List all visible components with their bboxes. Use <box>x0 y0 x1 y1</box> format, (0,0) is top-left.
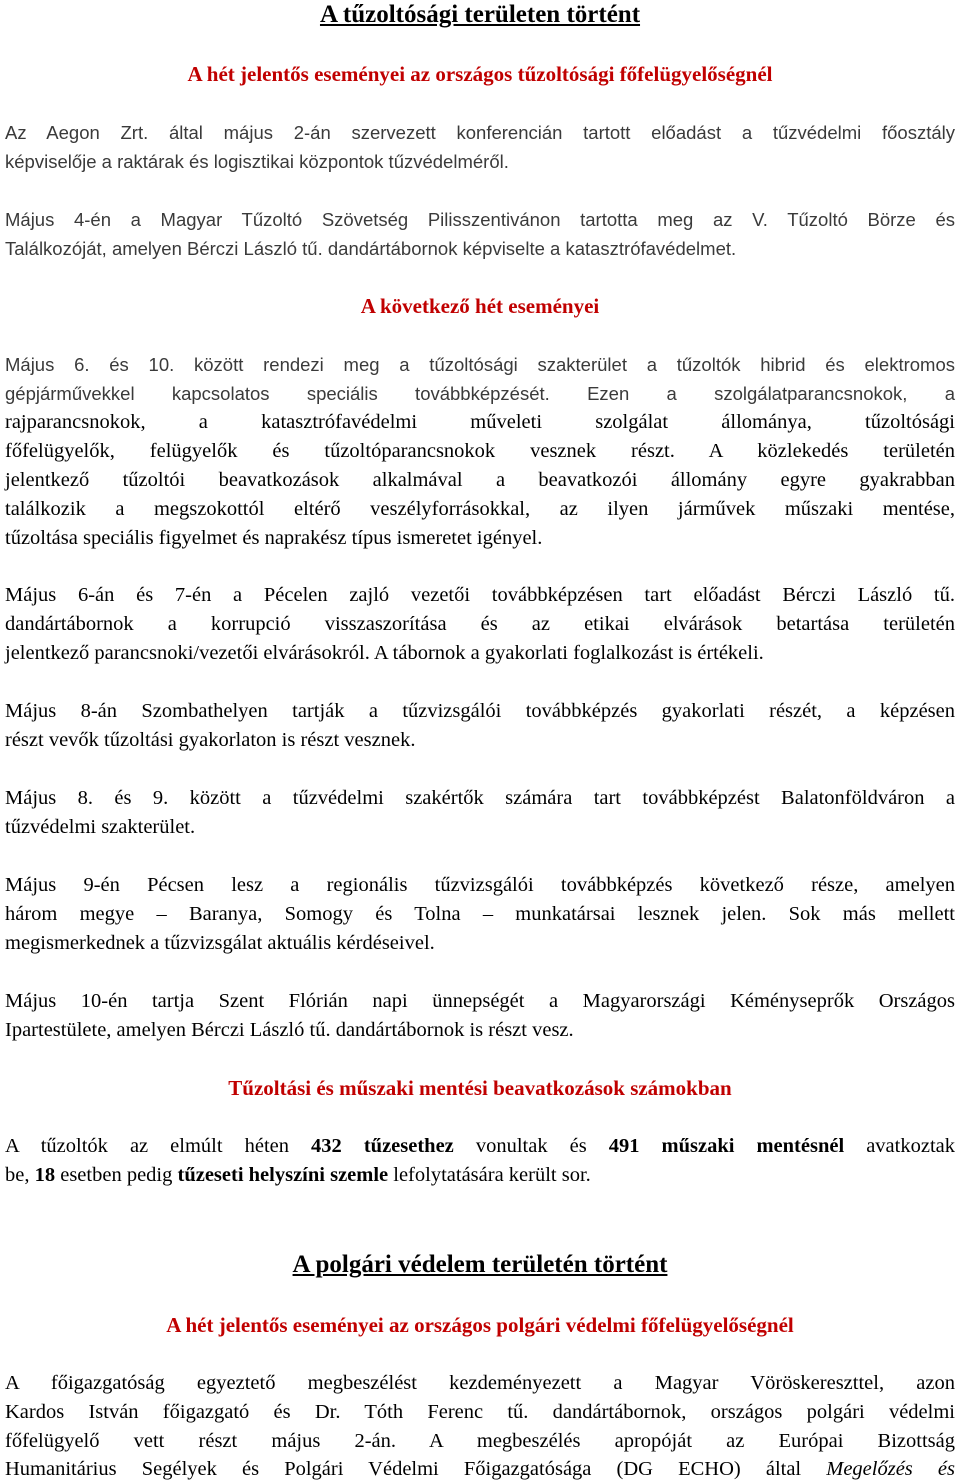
fire-count: 432 <box>311 1135 342 1157</box>
stats-line-1 <box>5 1132 955 1161</box>
paragraph-line: megismerkednek a tűzvizsgálat aktuális kérdéseivel. <box>5 932 435 954</box>
paragraph-line: találkozik a megszokottól eltérő veszélyforrásokkal, az ilyen járművek műszaki mentése, <box>5 498 955 520</box>
rescue-label: műszaki mentésnél <box>639 1135 845 1157</box>
paragraph-text: Humanitárius Segélyek és Polgári Védelmi Főigazgatósága (DG ECHO) által <box>5 1458 827 1480</box>
paragraph-line: Május 4-én a Magyar Tűzoltó Szövetség Pilisszentivánon tartotta meg az V. Tűzoltó Börze és <box>5 209 955 230</box>
inspection-label: tűzeseti helyszíni szemle <box>177 1164 389 1186</box>
paragraph-line: főfelügyelő vett részt május 2-án. A megbeszélés apropóját az Európai Bizottság <box>5 1430 955 1452</box>
inspection-count: 18 <box>34 1164 56 1186</box>
paragraph-line: tűzvédelmi szakterület. <box>5 816 196 838</box>
paragraph-line: gépjárművekkel kapcsolatos speciális továbbképzését. Ezen a szolgálatparancsnokok, a <box>5 383 955 404</box>
paragraph-line: részt vevők tűzoltási gyakorlaton is részt vesznek. <box>5 729 416 751</box>
next-week-heading: A következő hét eseményei <box>360 294 600 318</box>
paragraph-line: képviselője a raktárak és logisztikai központok tűzvédelméről. <box>5 151 509 172</box>
stats-tail: avatkoztak <box>844 1135 955 1157</box>
italic-phrase: Megelőzés és <box>826 1458 955 1480</box>
paragraph-line: dandártábornok a korrupció visszaszorítása és az etikai elvárások betartása területén <box>5 613 955 635</box>
stats-line-2 <box>5 1161 955 1190</box>
paragraph-line: főfelügyelők, felügyelők és tűzoltóparancsnokok vesznek részt. A közlekedés területén <box>5 440 955 462</box>
stats-intro: A tűzoltók az elmúlt héten <box>5 1135 312 1157</box>
numbers-heading: Tűzoltási és műszaki mentési beavatkozások számokban <box>228 1076 732 1100</box>
fire-label: tűzesethez <box>341 1135 454 1157</box>
paragraph-line: rajparancsnokok, a katasztrófavédelmi műveleti szolgálat állománya, tűzoltósági <box>5 411 955 433</box>
paragraph-line: Kardos István főigazgató és Dr. Tóth Ferenc tű. dandártábornok, országos polgári védelmi <box>5 1401 955 1423</box>
stats-line2-mid: esetben pedig <box>55 1164 178 1186</box>
paragraph-line: Május 6-án és 7-én a Pécelen zajló vezetői továbbképzésen tart előadást Bérczi László tű. <box>5 584 955 606</box>
rescue-count: 491 <box>608 1135 640 1157</box>
paragraph-line: Május 6. és 10. között rendezi meg a tűzoltósági szakterület a tűzoltók hibrid és elektromos <box>5 354 955 375</box>
paragraph-line: Az Aegon Zrt. által május 2-án szervezett konferencián tartott előadást a tűzvédelmi főosztály <box>5 122 955 143</box>
paragraph-line: Május 9-én Pécsen lesz a regionális tűzvizsgálói továbbképzés következő része, amelyen <box>5 874 955 896</box>
paragraph-line: jelentkező tűzoltói beavatkozások alkalmával a beavatkozói állomány egyre gyakrabban <box>5 469 955 491</box>
section-title-civil: A polgári védelem területén történt <box>292 1251 668 1278</box>
paragraph-line: Május 10-én tartja Szent Flórián napi ünnepségét a Magyarországi Kéményseprők Országos <box>5 990 955 1012</box>
stats-mid: vonultak és <box>453 1135 609 1157</box>
paragraph-line: tűzoltása speciális figyelmet és naprakész típus ismeretet igényel. <box>5 527 543 549</box>
paragraph-line: Ipartestülete, amelyen Bérczi László tű. dandártábornok is részt vesz. <box>5 1019 574 1041</box>
stats-line2-start: be, <box>5 1164 35 1186</box>
paragraph-line: jelentkező parancsnoki/vezetői elvárásokról. A tábornok a gyakorlati foglalkozást is értékeli. <box>5 642 764 664</box>
paragraph-line-last <box>5 1455 955 1484</box>
paragraph-line: három megye – Baranya, Somogy és Tolna – munkatársai lesznek jelen. Sok más mellett <box>5 903 955 925</box>
paragraph-line: Május 8. és 9. között a tűzvédelmi szakértők számára tart továbbképzést Balatonföldváron a <box>5 787 955 809</box>
stats-line2-end: lefolytatására került sor. <box>388 1164 591 1186</box>
paragraph-line: A főigazgatóság egyeztető megbeszélést kezdeményezett a Magyar Vöröskereszttel, azon <box>5 1372 955 1394</box>
section-subtitle-fire: A hét jelentős eseményei az országos tűzoltósági főfelügyelőségnél <box>187 62 773 86</box>
section-subtitle-civil: A hét jelentős eseményei az országos polgári védelmi főfelügyelőségnél <box>166 1313 794 1337</box>
paragraph-line: Május 8-án Szombathelyen tartják a tűzvizsgálói továbbképzés gyakorlati részét, a képzésen <box>5 700 955 722</box>
paragraph-line: Találkozóját, amelyen Bérczi László tű. dandártábornok képviselte a katasztrófavédelmet. <box>5 238 737 259</box>
section-title-fire: A tűzoltósági területen történt <box>319 1 641 28</box>
